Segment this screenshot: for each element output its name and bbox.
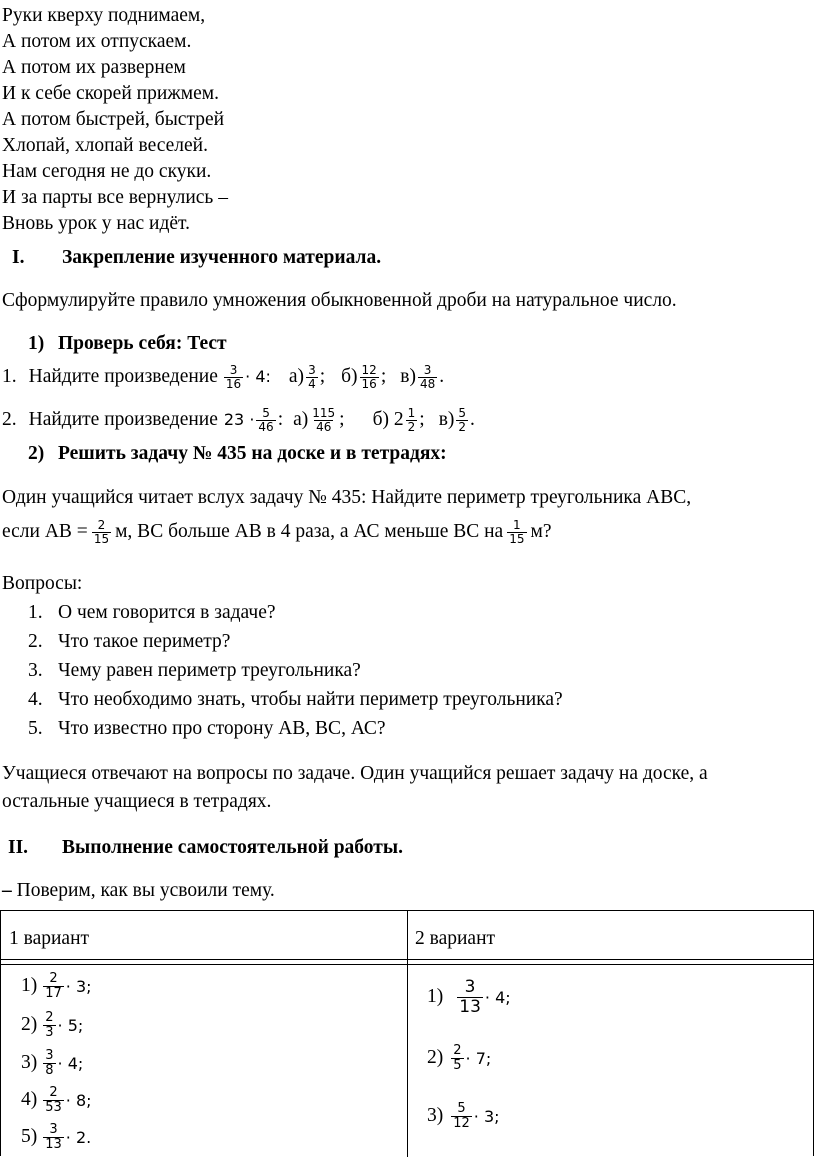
table-cell-item — [427, 973, 511, 1021]
task-text: м, ВС больше АВ в 4 раза, а АС меньше ВС на — [115, 521, 504, 542]
column-header-variant-1: 1 вариант — [9, 928, 90, 949]
fraction: $\frac{3}{13}$ — [459, 976, 481, 1017]
fraction: $\frac{115}{46}$ — [312, 405, 336, 434]
poem-line: Руки кверху поднимаем, — [2, 5, 206, 26]
task-line-2 — [2, 512, 552, 552]
column-header-variant-2: 2 вариант — [415, 928, 496, 949]
list-item: Чему равен периметр треугольника? — [58, 660, 361, 681]
list-item: Что необходимо знать, чтобы найти периметр треугольника? — [58, 689, 563, 710]
fraction: $\frac{3}{13}$ — [45, 1121, 62, 1152]
item-label: 2) — [21, 1014, 38, 1035]
poem-line: Нам сегодня не до скуки. — [2, 161, 212, 182]
list-item-number: 4. — [28, 689, 43, 710]
task-text: если АВ = — [2, 521, 88, 542]
separator: . — [439, 366, 445, 387]
section-2-title: Выполнение самостоятельной работы. — [62, 837, 403, 858]
option-label: а) — [293, 409, 309, 430]
task-line-1: Один учащийся читает вслух задачу № 435: Найдите периметр треугольника АВС, — [2, 487, 692, 508]
test-item-text: Найдите произведение — [28, 409, 218, 430]
paragraph-line: Учащиеся отвечают на вопросы по задаче. Один учащийся решает задачу на доске, а — [2, 763, 708, 784]
list-item: Что такое периметр? — [58, 631, 231, 652]
multiplier: · 4; — [484, 987, 511, 1007]
table-cell-item — [427, 1097, 500, 1135]
poem-line: А потом быстрей, быстрей — [2, 109, 225, 130]
questions-label: Вопросы: — [2, 573, 83, 594]
list-item: Что известно про сторону АВ, ВС, АС? — [58, 718, 386, 739]
section-2-numeral: II. — [8, 837, 29, 858]
test-item-1 — [2, 360, 444, 394]
list-item-number: 3. — [28, 660, 43, 681]
list-item-number: 5. — [28, 718, 43, 739]
item-label: 1) — [427, 986, 444, 1007]
list-item: О чем говорится в задаче? — [58, 602, 276, 623]
section-1-title: Закрепление изученного материала. — [62, 247, 382, 268]
test-item-number: 2. — [2, 409, 17, 430]
multiplier: · 5; — [57, 1015, 84, 1035]
multiplier: · 2. — [65, 1127, 92, 1147]
section-1-numeral: I. — [12, 247, 25, 268]
fraction: $\frac{3}{48}$ — [419, 362, 436, 391]
table-cell-item — [21, 1082, 92, 1118]
option-label: в) — [438, 409, 455, 430]
instruction: Сформулируйте правило умножения обыкновенной дроби на натуральное число. — [2, 290, 677, 311]
fraction: $\frac{5}{12}$ — [453, 1100, 470, 1131]
dash: – — [2, 880, 12, 901]
separator: . — [470, 409, 475, 430]
fraction: $\frac{1}{2}$ — [407, 405, 416, 434]
item-label: 2) — [427, 1047, 444, 1068]
table-cell-item — [427, 1039, 491, 1077]
fraction: $\frac{5}{2}$ — [458, 405, 467, 434]
multiplier: · 3; — [65, 976, 92, 996]
check-line — [2, 879, 275, 903]
list-item-number: 2. — [28, 631, 43, 652]
fraction: $\frac{3}{8}$ — [45, 1047, 54, 1078]
item-label: 4) — [21, 1089, 38, 1110]
poem-line: А потом их развернем — [2, 57, 186, 78]
poem-line: И к себе скорей прижмем. — [2, 83, 219, 104]
poem-line: И за парты все вернулись – — [2, 187, 228, 208]
item-label: 3) — [21, 1052, 38, 1073]
test-item-text: Найдите произведение — [28, 366, 218, 387]
variants-table — [0, 910, 814, 1156]
multiplier: · 3; — [473, 1106, 500, 1126]
fraction: $\frac{2}{5}$ — [453, 1042, 462, 1073]
table-cell-item — [21, 1119, 91, 1155]
multiplier: · 4: — [245, 367, 271, 386]
subsection-2-title: Решить задачу № 435 на доске и в тетрадях: — [58, 443, 447, 464]
table-cell-item — [21, 1007, 83, 1043]
check-text: Поверим, как вы усвоили тему. — [16, 880, 275, 901]
option-label: б) — [341, 366, 358, 387]
item-label: 3) — [427, 1105, 444, 1126]
multiplier: · 7; — [465, 1048, 492, 1068]
option-label: а) — [288, 366, 305, 387]
paragraph-line: остальные учащиеся в тетрадях. — [2, 791, 272, 812]
item-label: 5) — [21, 1126, 38, 1147]
subsection-1-number: 1) — [28, 333, 45, 354]
task-text: м? — [530, 521, 552, 542]
fraction: $\frac{3}{4}$ — [308, 362, 316, 391]
poem-line: Хлопай, хлопай веселей. — [2, 135, 208, 156]
test-item-2 — [2, 402, 475, 438]
list-item-number: 1. — [28, 602, 43, 623]
fraction: $\frac{12}{16}$ — [361, 362, 377, 391]
separator: ; — [339, 409, 345, 430]
whole-number: 23 · — [223, 410, 255, 429]
fraction: $\frac{1}{15}$ — [509, 517, 525, 546]
table-cell-item — [21, 1045, 83, 1081]
multiplier: · 4; — [57, 1053, 84, 1073]
fraction: $\frac{3}{16}$ — [225, 362, 242, 391]
fraction: $\frac{2}{53}$ — [45, 1084, 62, 1115]
table-cell-item — [21, 968, 92, 1004]
separator: ; — [319, 366, 326, 387]
subsection-2-number: 2) — [28, 443, 45, 464]
option-label: в) — [400, 366, 416, 387]
separator: : — [277, 409, 284, 430]
fraction: $\frac{2}{3}$ — [45, 1009, 54, 1040]
poem-line: Вновь урок у нас идёт. — [2, 213, 190, 234]
multiplier: · 8; — [65, 1090, 92, 1110]
subsection-1-title: Проверь себя: Тест — [58, 333, 227, 354]
fraction: $\frac{5}{46}$ — [258, 405, 274, 434]
poem-line: А потом их отпускаем. — [2, 31, 192, 52]
option-label: б) 2 — [372, 409, 404, 430]
separator: ; — [419, 409, 425, 430]
item-label: 1) — [21, 975, 38, 996]
fraction: $\frac{2}{17}$ — [45, 970, 62, 1001]
separator: ; — [380, 366, 387, 387]
fraction: $\frac{2}{15}$ — [93, 517, 110, 546]
test-item-number: 1. — [2, 366, 17, 387]
